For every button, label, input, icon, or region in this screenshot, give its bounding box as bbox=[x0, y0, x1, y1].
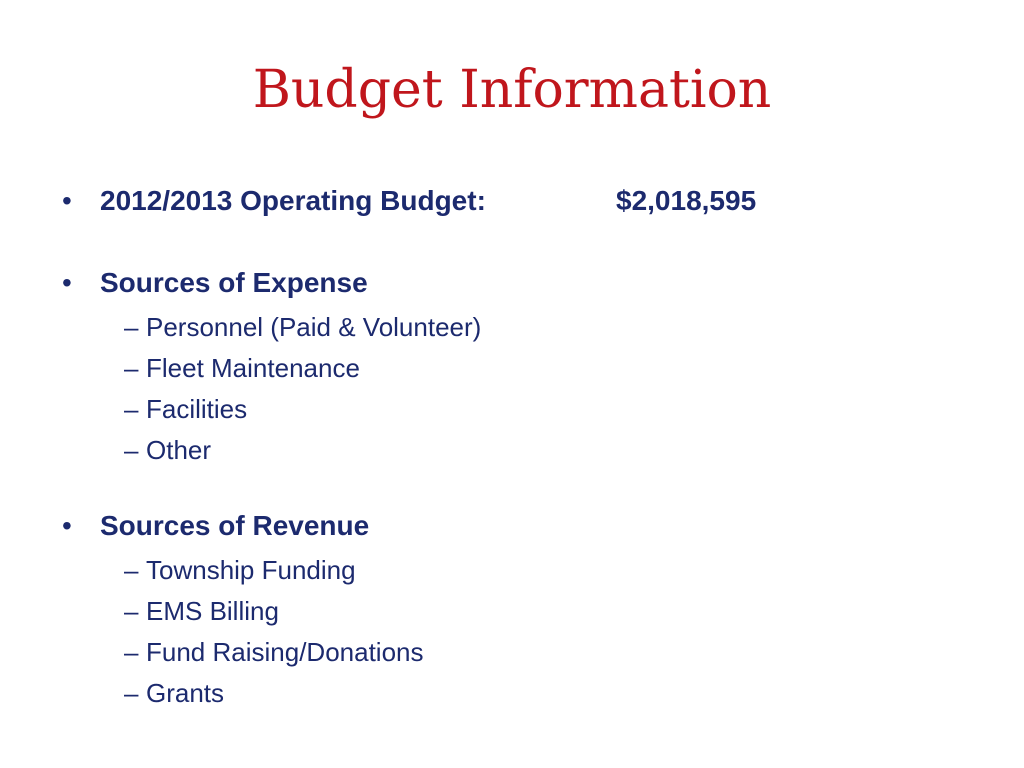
expense-item bbox=[124, 393, 247, 425]
expense-item-label: Fleet Maintenance bbox=[146, 353, 360, 383]
revenue-bullet bbox=[62, 509, 369, 543]
expense-heading: Sources of Expense bbox=[100, 267, 368, 298]
bullet-glyph: • bbox=[62, 510, 72, 541]
dash-glyph: – bbox=[124, 555, 139, 585]
expense-item bbox=[124, 352, 360, 384]
revenue-item-label: Fund Raising/Donations bbox=[146, 637, 424, 667]
budget-label: 2012/2013 Operating Budget: bbox=[100, 185, 486, 216]
expense-item-label: Other bbox=[146, 435, 212, 465]
dash-glyph: – bbox=[124, 678, 139, 708]
dash-glyph: – bbox=[124, 353, 139, 383]
expense-item-label: Personnel (Paid & Volunteer) bbox=[146, 312, 482, 342]
dash-glyph: – bbox=[124, 394, 139, 424]
expense-item-label: Facilities bbox=[146, 394, 248, 424]
expense-item bbox=[124, 311, 481, 343]
dash-glyph: – bbox=[124, 312, 139, 342]
slide-title: Budget Information bbox=[252, 60, 772, 120]
dash-glyph: – bbox=[124, 637, 139, 667]
revenue-item-label: Grants bbox=[146, 678, 225, 708]
dash-glyph: – bbox=[124, 596, 139, 626]
revenue-item bbox=[124, 595, 279, 627]
revenue-item bbox=[124, 677, 224, 709]
revenue-heading: Sources of Revenue bbox=[100, 510, 370, 541]
revenue-item bbox=[124, 554, 356, 586]
expense-item bbox=[124, 434, 211, 466]
bullet-glyph: • bbox=[62, 267, 72, 298]
expense-bullet bbox=[62, 266, 368, 300]
revenue-item bbox=[124, 636, 424, 668]
budget-bullet bbox=[62, 184, 757, 218]
budget-amount: $2,018,595 bbox=[616, 185, 757, 216]
revenue-item-label: EMS Billing bbox=[146, 596, 279, 626]
bullet-glyph: • bbox=[62, 185, 72, 216]
dash-glyph: – bbox=[124, 435, 139, 465]
revenue-item-label: Township Funding bbox=[146, 555, 356, 585]
